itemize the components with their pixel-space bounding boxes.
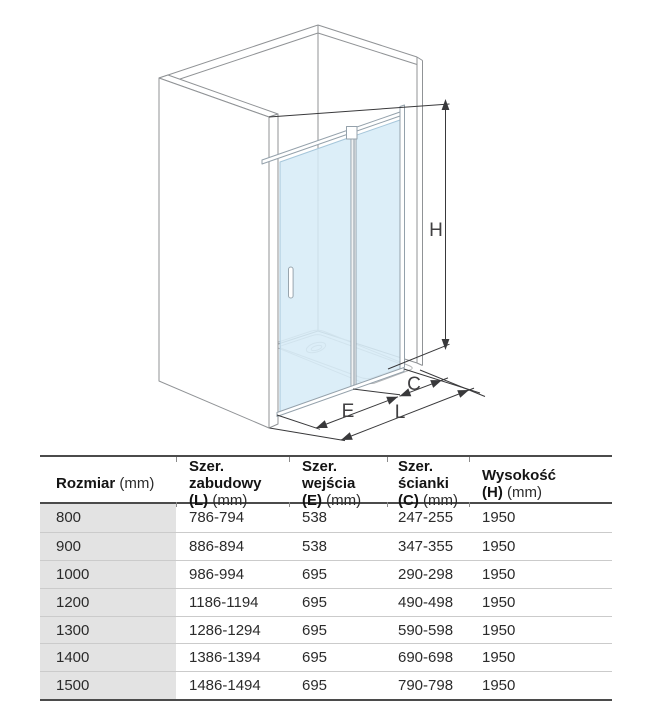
cell-szer-wejscia: 538 [302,509,328,527]
column-tick [469,457,470,462]
cell-szer-scianki: 290-298 [398,565,454,583]
cell-szer-scianki: 347-355 [398,537,454,555]
cell-szer-zabudowy: 1386-1394 [189,649,261,667]
ext-total-right [420,370,485,397]
cell-szer-zabudowy: 786-794 [189,509,245,527]
cell-szer-wejscia: 695 [302,593,328,611]
cell-szer-wejscia: 695 [302,649,328,667]
label-entry: E [341,401,355,422]
cell-rozmiar: 1200 [40,589,176,616]
ext-total-left [270,428,346,441]
cell-szer-scianki: 490-498 [398,593,454,611]
cell-szer-wejscia: 695 [302,565,328,583]
cell-szer-scianki: 690-698 [398,649,454,667]
ext-entry-left [277,415,320,429]
cell-wysokosc: 1950 [482,509,516,527]
cell-wysokosc: 1950 [482,621,516,639]
column-tick [387,457,388,462]
arrow-entry-left [316,420,328,428]
table-row [40,532,612,560]
cell-szer-zabudowy: 1486-1494 [189,677,261,695]
column-tick [387,502,388,507]
table-header-row [40,457,612,509]
cell-szer-wejscia: 538 [302,537,328,555]
cell-szer-zabudowy: 1286-1294 [189,621,261,639]
cell-szer-scianki: 247-255 [398,509,454,527]
column-tick [289,502,290,507]
column-tick [469,502,470,507]
cell-rozmiar: 1400 [40,644,176,671]
cell-szer-zabudowy: 1186-1194 [189,593,259,611]
left-wall [159,75,278,428]
label-wall-panel: C [407,374,421,395]
table-row [40,588,612,616]
cell-rozmiar: 1500 [40,672,176,699]
cell-szer-wejscia: 695 [302,677,328,695]
table-row [40,560,612,588]
column-tick [289,457,290,462]
cell-szer-scianki: 790-798 [398,677,454,695]
label-total-width: L [394,402,406,423]
column-tick [176,457,177,462]
table-row [40,616,612,644]
cell-rozmiar: 900 [40,533,176,560]
wall-profile [400,105,405,371]
door-handle [289,267,294,298]
cell-rozmiar: 1000 [40,561,176,588]
cell-wysokosc: 1950 [482,593,516,611]
dimensions-table [40,455,612,701]
column-tick [176,502,177,507]
cell-szer-wejscia: 695 [302,621,328,639]
dim-entry-line [316,397,398,428]
fixed-glass-panel [356,120,400,388]
arrow-total-left [341,432,353,440]
cell-szer-scianki: 590-598 [398,621,454,639]
cell-wysokosc: 1950 [482,565,516,583]
col-header-rozmiar: Rozmiar (mm) [56,475,155,492]
table-row [40,643,612,671]
glass-panels [280,120,400,414]
roller-bracket [347,127,358,140]
col-header-szer-wejscia: Szer. wejścia (E) (mm) [302,458,362,509]
cell-szer-zabudowy: 886-894 [189,537,245,555]
cell-wysokosc: 1950 [482,677,516,695]
table-row [40,671,612,699]
table-body [40,502,612,699]
col-header-szer-zabudowy: Szer. zabudowy (L) (mm) [189,458,262,509]
arrow-wall-right [430,380,442,388]
cell-szer-zabudowy: 986-994 [189,565,245,583]
arrow-total-right [457,390,469,398]
cell-wysokosc: 1950 [482,537,516,555]
cell-rozmiar: 800 [40,504,176,532]
col-header-wysokosc: Wysokość (H) (mm) [482,466,556,501]
col-header-szer-scianki: Szer. ścianki (C) (mm) [398,458,458,509]
cell-rozmiar: 1300 [40,617,176,644]
left-wall-outer-face [159,78,269,428]
label-height: H [429,220,443,241]
cell-wysokosc: 1950 [482,649,516,667]
ext-divider [353,389,400,395]
